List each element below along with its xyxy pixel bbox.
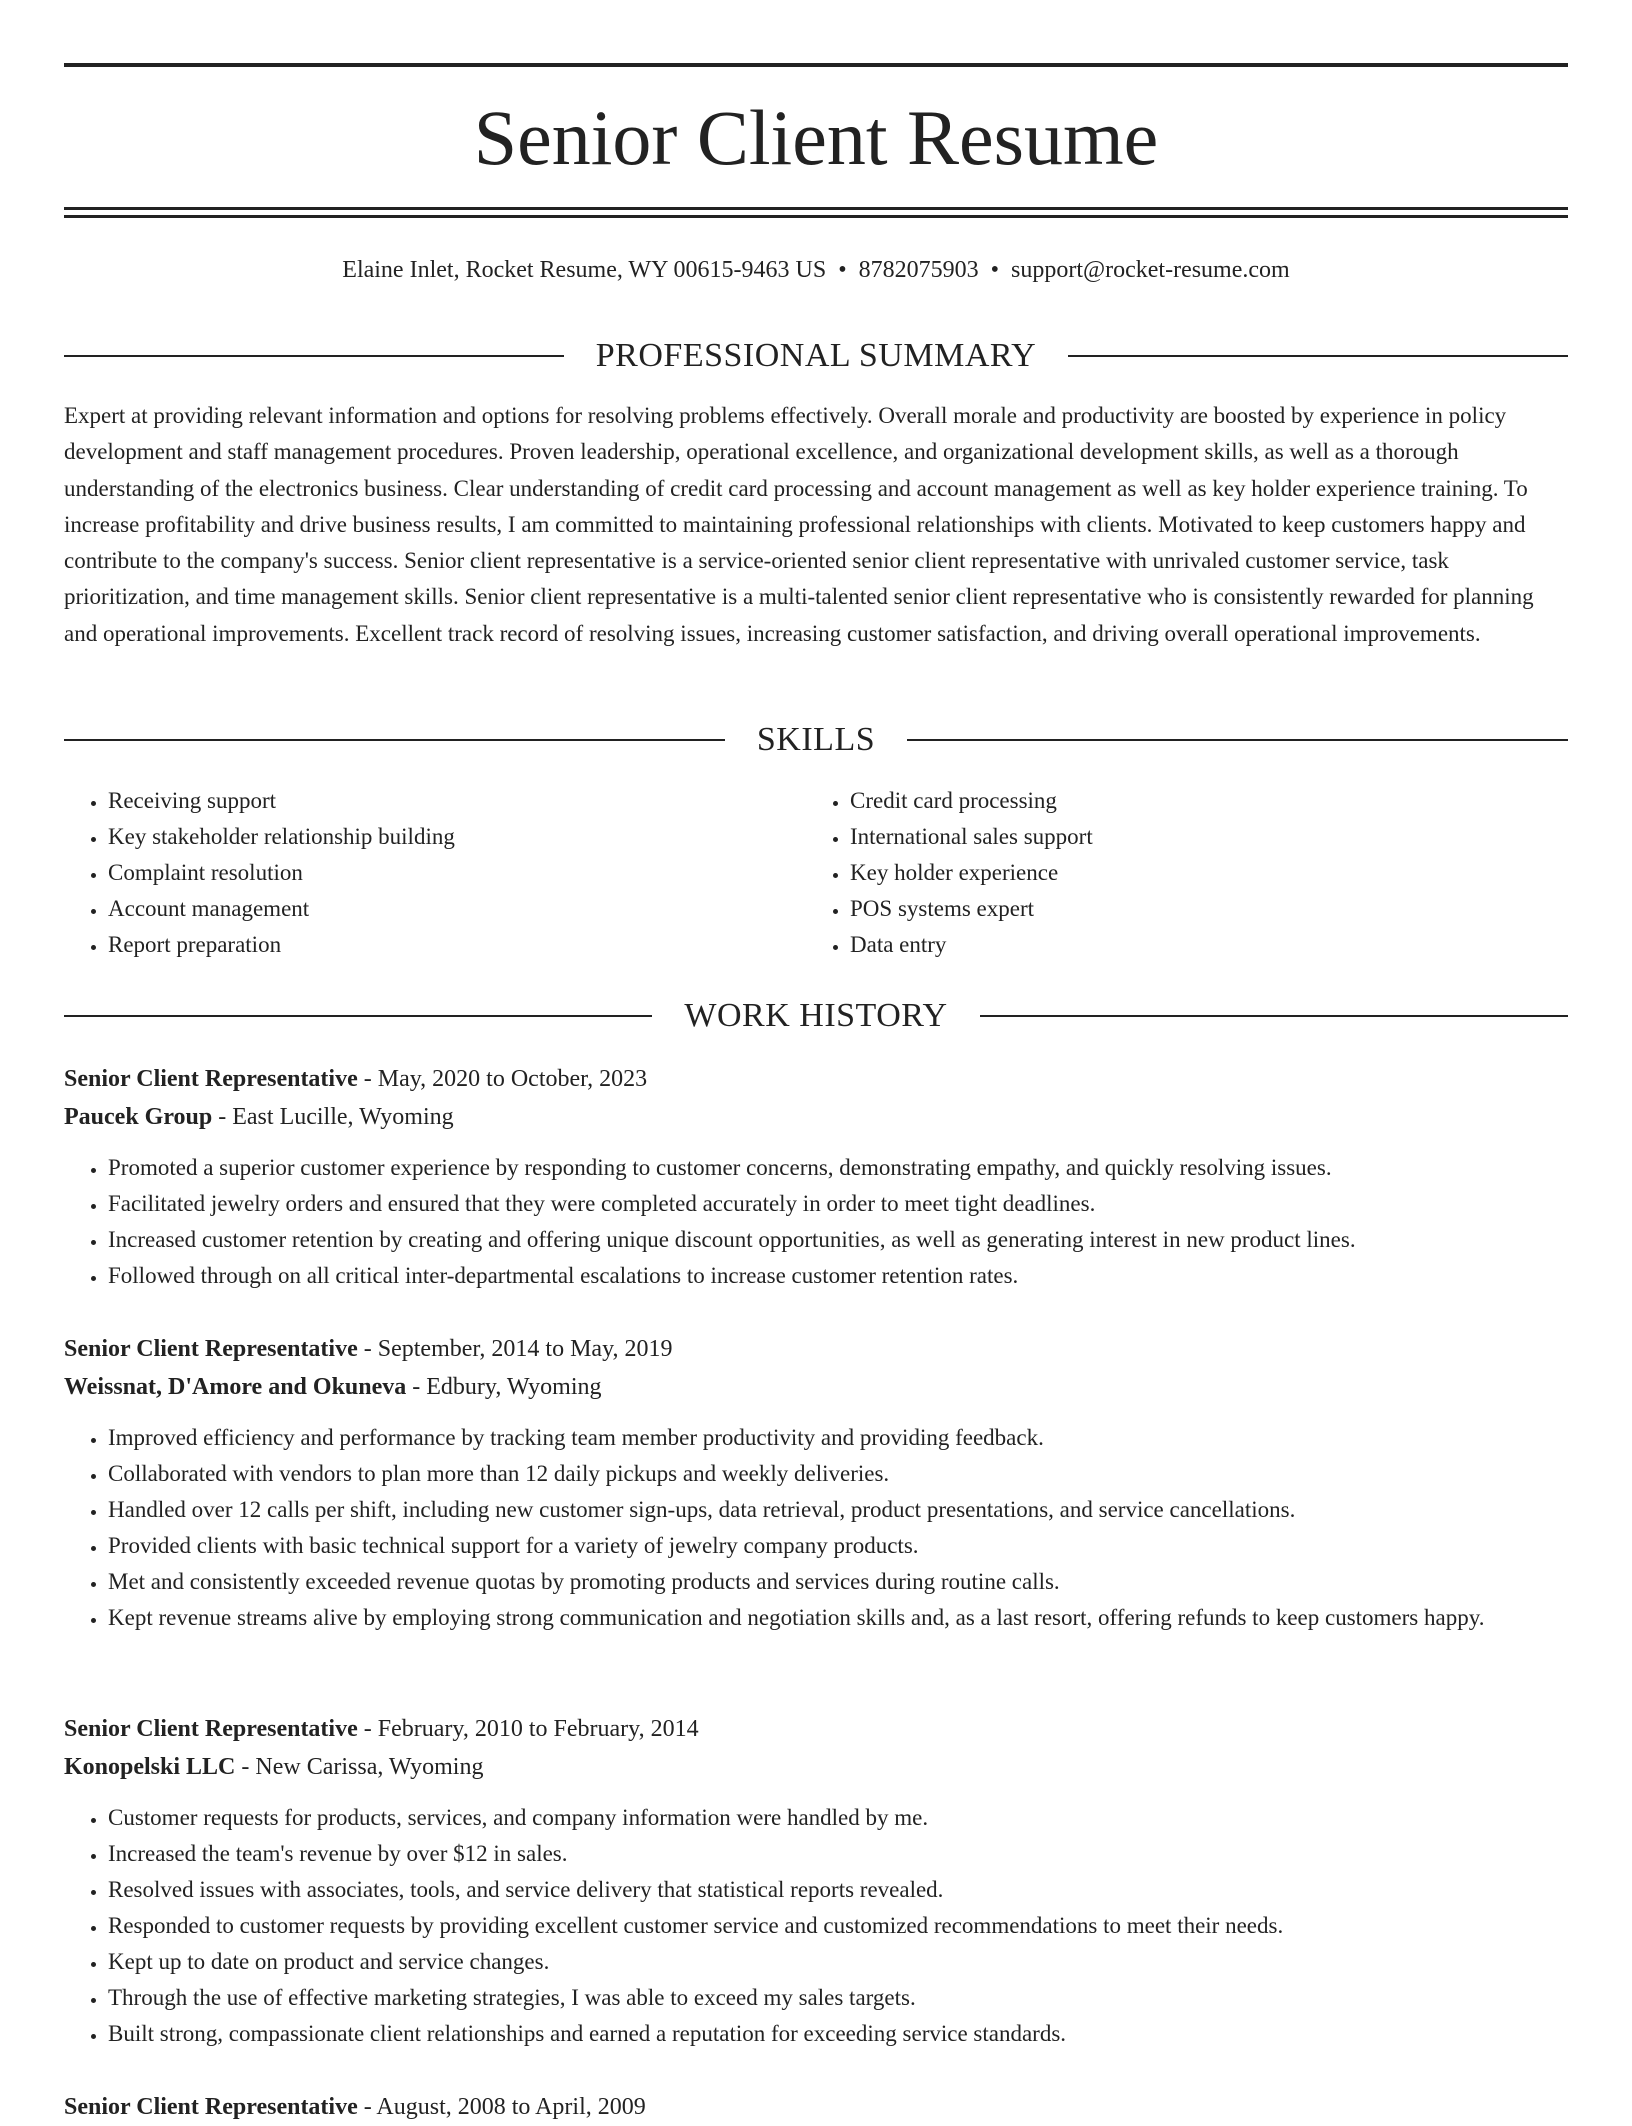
job-bullet: • Increased the team's revenue by over $12 in sales. <box>108 1836 1568 1872</box>
skill-item: • POS systems expert <box>850 891 1548 927</box>
job-location: - New Carissa, Wyoming <box>235 1754 484 1780</box>
job-entry <box>64 2088 1568 2126</box>
job-title: Senior Client Representative <box>64 1336 358 1362</box>
heading-rule-left <box>64 355 564 357</box>
skills-column-right <box>806 783 1548 963</box>
skill-item: • Complaint resolution <box>108 855 806 891</box>
job-bullet: • Resolved issues with associates, tools, and service delivery that statistical reports revealed. <box>108 1872 1568 1908</box>
job-location: - East Lucille, Wyoming <box>212 1104 454 1130</box>
job-entry <box>64 1710 1568 2052</box>
job-bullet: • Through the use of effective marketing strategies, I was able to exceed my sales targets. <box>108 1980 1568 2016</box>
job-bullet: • Collaborated with vendors to plan more than 12 daily pickups and weekly deliveries. <box>108 1456 1568 1492</box>
contact-separator: • <box>838 257 847 283</box>
heading-rule-right <box>980 1015 1568 1017</box>
job-title-line <box>64 1060 1568 1098</box>
heading-rule-left <box>64 739 725 741</box>
job-company-line <box>64 1748 1568 1786</box>
job-title: Senior Client Representative <box>64 2094 358 2120</box>
title-rule-lower <box>64 215 1568 218</box>
section-heading-summary <box>64 334 1568 378</box>
job-title: Senior Client Representative <box>64 1716 358 1742</box>
job-title-line <box>64 2088 1568 2126</box>
skill-item: • International sales support <box>850 819 1548 855</box>
heading-rule-right <box>907 739 1568 741</box>
skill-item: • Receiving support <box>108 783 806 819</box>
job-company-line <box>64 1098 1568 1136</box>
job-bullet: • Followed through on all critical inter-departmental escalations to increase customer retention rates. <box>108 1258 1568 1294</box>
contact-email: support@rocket-resume.com <box>1011 257 1290 283</box>
job-bullet: • Customer requests for products, services, and company information were handled by me. <box>108 1800 1568 1836</box>
job-entry <box>64 1060 1568 1294</box>
section-title: WORK HISTORY <box>684 997 948 1034</box>
page-title: Senior Client Resume <box>473 94 1159 181</box>
job-bullets <box>64 1800 1568 2052</box>
top-rule <box>64 63 1568 67</box>
title-rule-upper <box>64 207 1568 210</box>
job-title: Senior Client Representative <box>64 1066 358 1092</box>
skill-item: • Report preparation <box>108 927 806 963</box>
job-bullet: • Facilitated jewelry orders and ensured that they were completed accurately in order to meet tight deadlines. <box>108 1186 1568 1222</box>
job-company-line <box>64 1368 1568 1406</box>
skill-item: • Credit card processing <box>850 783 1548 819</box>
job-dates: - February, 2010 to February, 2014 <box>357 1716 699 1742</box>
job-company: Weissnat, D'Amore and Okuneva <box>64 1374 407 1400</box>
job-bullets <box>64 1420 1568 1636</box>
summary-text: Expert at providing relevant information and options for resolving problems effectively. Overall morale and productivity are boosted by experience in policy development and staff management procedures. Proven leadership, operational excellence, and organizational development skills, as well as a thorough understanding of the electronics business. Clear understanding of credit card processing and account management as well as key holder experience training. To increase profitability and drive business results, I am committed to maintaining professional relationships with clients. Motivated to keep customers happy and contribute to the company's success. Senior client representative is a service-oriented senior client representative with unrivaled customer service, task prioritization, and time management skills. Senior client representative is a multi-talented senior client representative who is consistently rewarded for planning and operational improvements. Excellent track record of resolving issues, increasing customer satisfaction, and driving overall operational improvements. <box>64 403 1534 646</box>
job-bullet: • Built strong, compassionate client relationships and earned a reputation for exceeding service standards. <box>108 2016 1568 2052</box>
section-title: PROFESSIONAL SUMMARY <box>595 337 1037 374</box>
section-heading-skills <box>64 718 1568 762</box>
job-company: Konopelski LLC <box>64 1754 236 1780</box>
skill-item: • Data entry <box>850 927 1548 963</box>
section-heading-work-history <box>64 994 1568 1038</box>
job-bullet: • Improved efficiency and performance by tracking team member productivity and providing feedback. <box>108 1420 1568 1456</box>
skill-item: • Key holder experience <box>850 855 1548 891</box>
job-bullet: • Provided clients with basic technical support for a variety of jewelry company products. <box>108 1528 1568 1564</box>
job-bullets <box>64 1150 1568 1294</box>
job-dates: - May, 2020 to October, 2023 <box>357 1066 648 1092</box>
skills-list <box>64 783 1568 963</box>
job-dates: - August, 2008 to April, 2009 <box>357 2094 646 2120</box>
job-title-line <box>64 1330 1568 1368</box>
job-dates: - September, 2014 to May, 2019 <box>357 1336 673 1362</box>
skill-item: • Key stakeholder relationship building <box>108 819 806 855</box>
job-location: - Edbury, Wyoming <box>406 1374 602 1400</box>
heading-rule-left <box>64 1015 652 1017</box>
job-title-line <box>64 1710 1568 1748</box>
contact-phone: 8782075903 <box>858 257 979 283</box>
job-entry <box>64 1330 1568 1636</box>
job-bullet: • Promoted a superior customer experience by responding to customer concerns, demonstrating empathy, and quickly resolving issues. <box>108 1150 1568 1186</box>
job-company: Paucek Group <box>64 1104 213 1130</box>
job-bullet: • Handled over 12 calls per shift, including new customer sign-ups, data retrieval, product presentations, and service cancellations. <box>108 1492 1568 1528</box>
contact-address: Elaine Inlet, Rocket Resume, WY 00615-9463 US <box>342 257 827 283</box>
job-bullet: • Kept revenue streams alive by employing strong communication and negotiation skills and, as a last resort, offering refunds to keep customers happy. <box>108 1600 1568 1636</box>
job-bullet: • Kept up to date on product and service changes. <box>108 1944 1568 1980</box>
job-bullet: • Met and consistently exceeded revenue quotas by promoting products and services during routine calls. <box>108 1564 1568 1600</box>
job-bullet: • Increased customer retention by creating and offering unique discount opportunities, as well as generating interest in new product lines. <box>108 1222 1568 1258</box>
skills-column-left <box>64 783 806 963</box>
section-title: SKILLS <box>756 721 876 758</box>
job-bullet: • Responded to customer requests by providing excellent customer service and customized recommendations to meet their needs. <box>108 1908 1568 1944</box>
contact-line <box>64 252 1568 288</box>
heading-rule-right <box>1068 355 1568 357</box>
skill-item: • Account management <box>108 891 806 927</box>
contact-separator: • <box>990 257 1000 283</box>
